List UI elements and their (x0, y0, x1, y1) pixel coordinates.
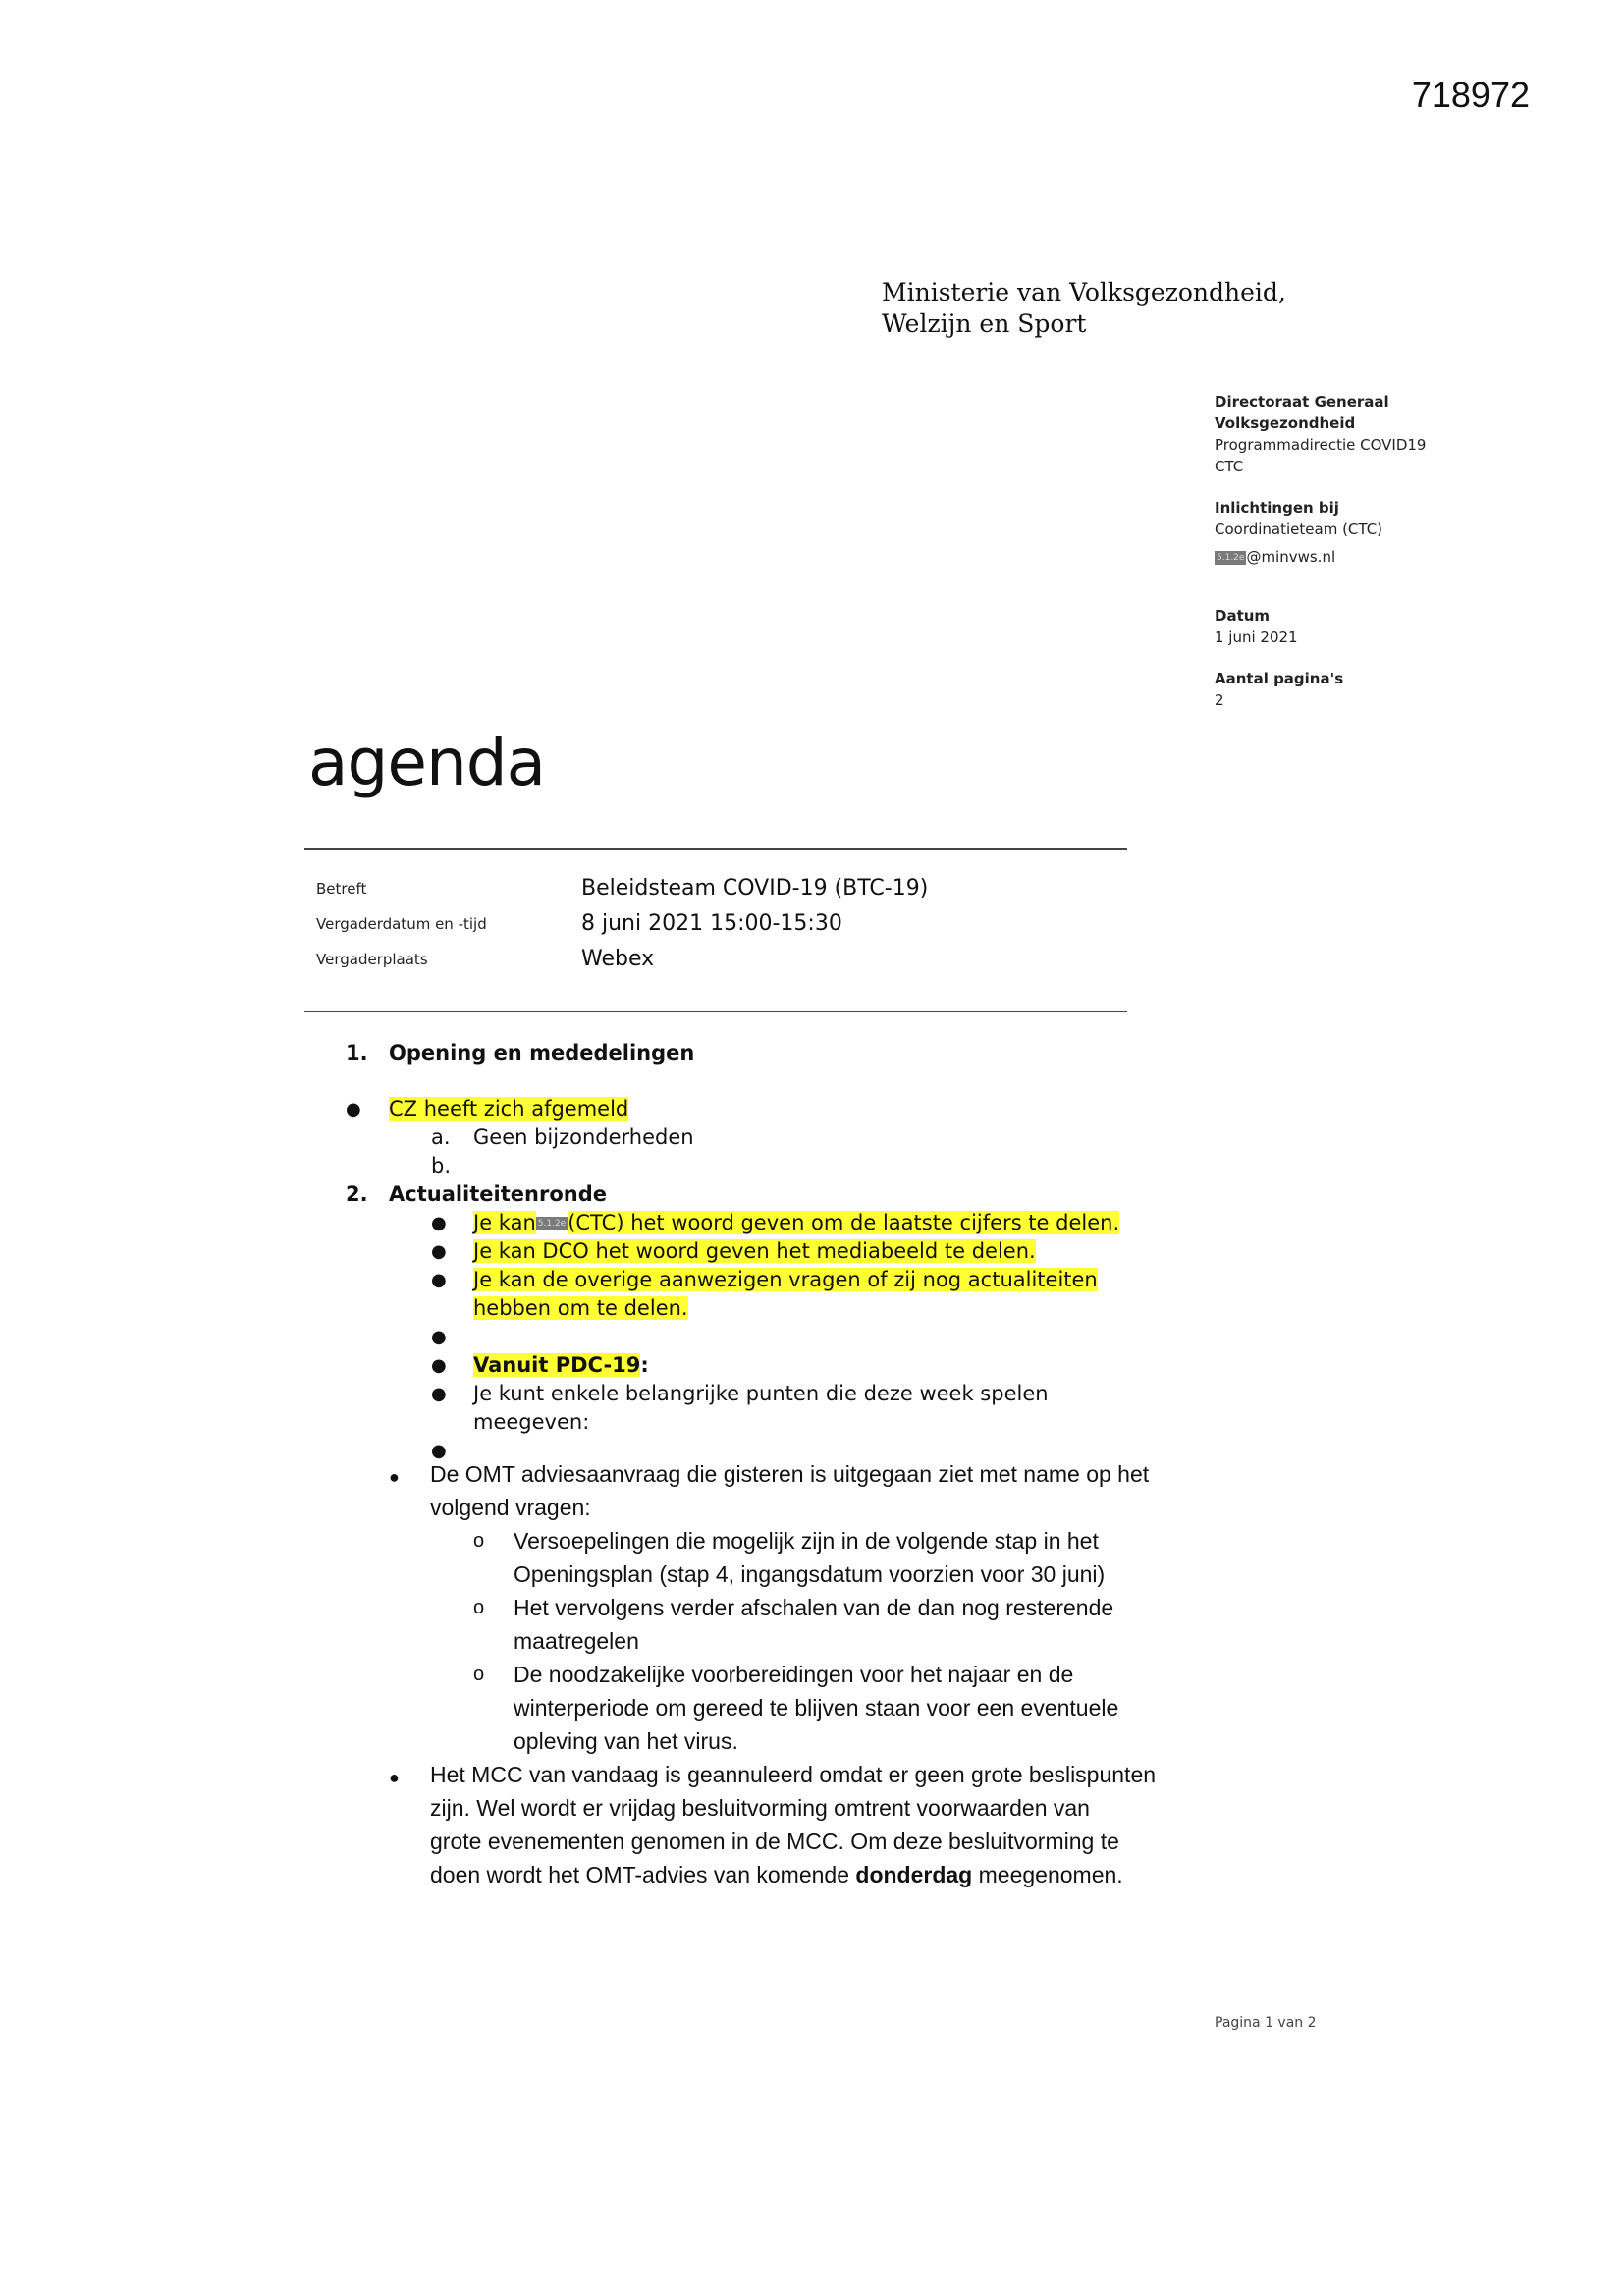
department-line-2: Volksgezondheid (1215, 414, 1356, 432)
datetime-value: 8 juni 2021 15:00-15:30 (581, 911, 842, 936)
bullet: ● (431, 1270, 447, 1290)
ministry-line-1: Ministerie van Volksgezondheid, (882, 278, 1286, 306)
b3-line-1: Je kan de overige aanwezigen vragen of zij nog actualiteiten (473, 1268, 1098, 1291)
b1-post: (CTC) het woord geven om de laatste cijfers te delen. (568, 1211, 1120, 1234)
item-2-number: 2. (346, 1182, 368, 1206)
pdc-19-heading: Vanuit PDC-19 (473, 1353, 641, 1377)
circle-bullet: o (473, 1664, 485, 1685)
department-line-3: Programmadirectie COVID19 (1215, 436, 1427, 454)
bullet: ● (389, 1467, 400, 1487)
mcc-line-2: zijn. Wel wordt er vrijdag besluitvorming omtrent voorwaarden van (430, 1795, 1090, 1821)
metadata-column (1215, 391, 1426, 711)
omt-line-1: De OMT adviesaanvraag die gisteren is uitgegaan ziet met name op het (430, 1461, 1150, 1487)
ministry-line-2: Welzijn en Sport (882, 309, 1087, 338)
pages-label: Aantal pagina's (1215, 670, 1344, 687)
item-1-number: 1. (346, 1041, 368, 1065)
sub-a-marker: a. (431, 1125, 451, 1149)
list-item (473, 1239, 1036, 1263)
department-line-4: CTC (1215, 458, 1244, 475)
omt-sub-1-line-1: Versoepelingen die mogelijk zijn in de volgende stap in het (514, 1528, 1099, 1554)
omt-sub-2-line-1: Het vervolgens verder afschalen van de dan nog resterende (514, 1595, 1114, 1620)
omt-line-2: volgend vragen: (430, 1495, 591, 1520)
sub-b-marker: b. (431, 1154, 452, 1177)
pages-value: 2 (1215, 691, 1224, 709)
omt-sub-3-line-2: winterperiode om gereed te blijven staan voor een eventuele (514, 1695, 1119, 1721)
mcc-line-4-pre: doen wordt het OMT-advies van komende (430, 1862, 850, 1887)
sub-a-text: Geen bijzonderheden (473, 1125, 694, 1149)
b2-text: Je kan DCO het woord geven het mediabeeld te delen. (473, 1239, 1036, 1263)
list-item (473, 1211, 1119, 1234)
redaction-mark: 5.1.2e (1217, 552, 1245, 563)
document-number: 718972 (1411, 75, 1530, 115)
mcc-line-4-bold: donderdag (855, 1862, 973, 1887)
omt-sub-2-line-2: maatregelen (514, 1628, 639, 1654)
mcc-line-1: Het MCC van vandaag is geannuleerd omdat er geen grote beslispunten (430, 1762, 1157, 1787)
department-line-1: Directoraat Generaal (1215, 393, 1389, 410)
bullet: ● (431, 1213, 447, 1233)
ministry-name (882, 277, 1286, 340)
place-label: Vergaderplaats (316, 951, 428, 968)
item-2-title: Actualiteitenronde (389, 1182, 607, 1206)
bullet: ● (431, 1241, 447, 1262)
mcc-line-3: grote evenementen genomen in de MCC. Om deze besluitvorming te (430, 1829, 1119, 1854)
top-divider (304, 848, 1127, 850)
bullet: ● (431, 1355, 447, 1376)
circle-bullet: o (473, 1530, 485, 1552)
email-address (1215, 546, 1426, 568)
bullet: ● (431, 1384, 447, 1404)
b6-line-1: Je kunt enkele belangrijke punten die deze week spelen (473, 1382, 1049, 1405)
email-suffix: @minvws.nl (1246, 548, 1336, 566)
datetime-label: Vergaderdatum en -tijd (316, 915, 487, 933)
date-value: 1 juni 2021 (1215, 629, 1298, 646)
circle-bullet: o (473, 1597, 485, 1618)
subject-label: Betreft (316, 880, 367, 898)
page-title: agenda (308, 725, 546, 800)
list-item (473, 1353, 649, 1377)
b6-line-2: meegeven: (473, 1410, 590, 1434)
place-value: Webex (581, 947, 655, 971)
cz-afgemeld: CZ heeft zich afgemeld (389, 1097, 629, 1121)
list-item (473, 1268, 1098, 1291)
omt-sub-3-line-1: De noodzakelijke voorbereidingen voor het najaar en de (514, 1662, 1074, 1687)
bullet: ● (346, 1099, 361, 1120)
info-value: Coordinatieteam (CTC) (1215, 520, 1383, 538)
subject-value: Beleidsteam COVID-19 (BTC-19) (581, 876, 929, 901)
date-label: Datum (1215, 607, 1271, 625)
bullet: ● (431, 1441, 447, 1461)
bullet: ● (389, 1768, 400, 1787)
page-footer: Pagina 1 van 2 (1215, 2015, 1317, 2031)
b1-pre: Je kan (473, 1211, 536, 1234)
omt-sub-1-line-2: Openingsplan (stap 4, ingangsdatum voorzien voor 30 juni) (514, 1561, 1106, 1587)
omt-sub-3-line-3: opleving van het virus. (514, 1728, 738, 1754)
list-item (389, 1097, 628, 1121)
bottom-divider (304, 1011, 1127, 1012)
item-1-title: Opening en mededelingen (389, 1041, 695, 1065)
bullet: ● (431, 1327, 447, 1347)
list-item-continuation (473, 1296, 688, 1320)
b3-line-2: hebben om te delen. (473, 1296, 688, 1320)
pdc-19-colon: : (640, 1353, 649, 1377)
redaction-mark: 5.1.2e (537, 1219, 567, 1229)
info-label: Inlichtingen bij (1215, 499, 1339, 517)
mcc-line-4-post: meegenomen. (978, 1862, 1123, 1887)
mcc-line-4 (430, 1858, 1123, 1891)
